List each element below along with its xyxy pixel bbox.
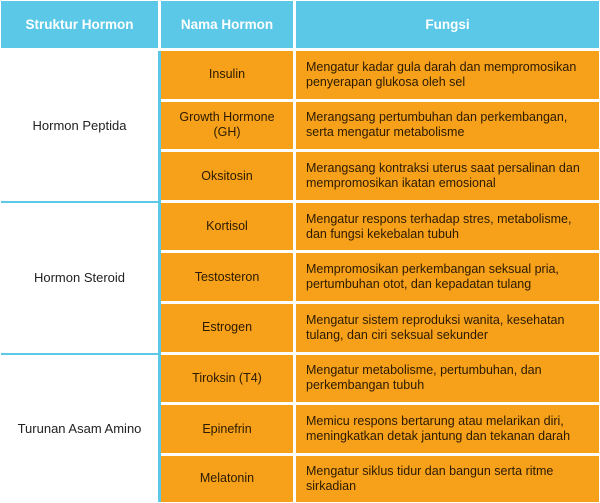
- hormone-name-cell: Melatonin: [161, 456, 296, 502]
- hormone-function-cell: Mengatur siklus tidur dan bangun serta ritme sirkadian: [296, 456, 599, 502]
- table-row: [1, 203, 599, 254]
- hormone-table: [1, 1, 599, 502]
- hormone-function-cell: Mengatur metabolisme, pertumbuhan, dan perkembangan tubuh: [296, 355, 599, 406]
- hormone-name-cell: Epinefrin: [161, 405, 296, 456]
- hormone-function-cell: Mengatur kadar gula darah dan mempromosikan penyerapan glukosa oleh sel: [296, 51, 599, 102]
- hormone-name-cell: Estrogen: [161, 304, 296, 355]
- hormone-function-cell: Mempromosikan perkembangan seksual pria, pertumbuhan otot, dan kepadatan tulang: [296, 253, 599, 304]
- hormone-name-cell: Growth Hormone (GH): [161, 102, 296, 153]
- group-hormon-peptida: Hormon Peptida: [1, 51, 161, 203]
- header-nama-hormon: Nama Hormon: [161, 1, 296, 51]
- group-turunan-asam-amino: Turunan Asam Amino: [1, 355, 161, 502]
- hormone-function-cell: Mengatur sistem reproduksi wanita, kesehatan tulang, dan ciri seksual sekunder: [296, 304, 599, 355]
- hormone-function-cell: Merangsang kontraksi uterus saat persalinan dan mempromosikan ikatan emosional: [296, 152, 599, 203]
- header-fungsi: Fungsi: [296, 1, 599, 51]
- hormone-function-cell: Merangsang pertumbuhan dan perkembangan, serta mengatur metabolisme: [296, 102, 599, 153]
- hormone-name-cell: Tiroksin (T4): [161, 355, 296, 406]
- table-header-row: [1, 1, 599, 51]
- table-row: [1, 355, 599, 406]
- hormone-name-cell: Testosteron: [161, 253, 296, 304]
- hormone-name-cell: Kortisol: [161, 203, 296, 254]
- group-hormon-steroid: Hormon Steroid: [1, 203, 161, 355]
- header-struktur-hormon: Struktur Hormon: [1, 1, 161, 51]
- table-row: [1, 51, 599, 102]
- hormone-name-cell: Insulin: [161, 51, 296, 102]
- hormone-function-cell: Memicu respons bertarung atau melarikan diri, meningkatkan detak jantung dan tekanan darah: [296, 405, 599, 456]
- hormone-name-cell: Oksitosin: [161, 152, 296, 203]
- hormone-function-cell: Mengatur respons terhadap stres, metabolisme, dan fungsi kekebalan tubuh: [296, 203, 599, 254]
